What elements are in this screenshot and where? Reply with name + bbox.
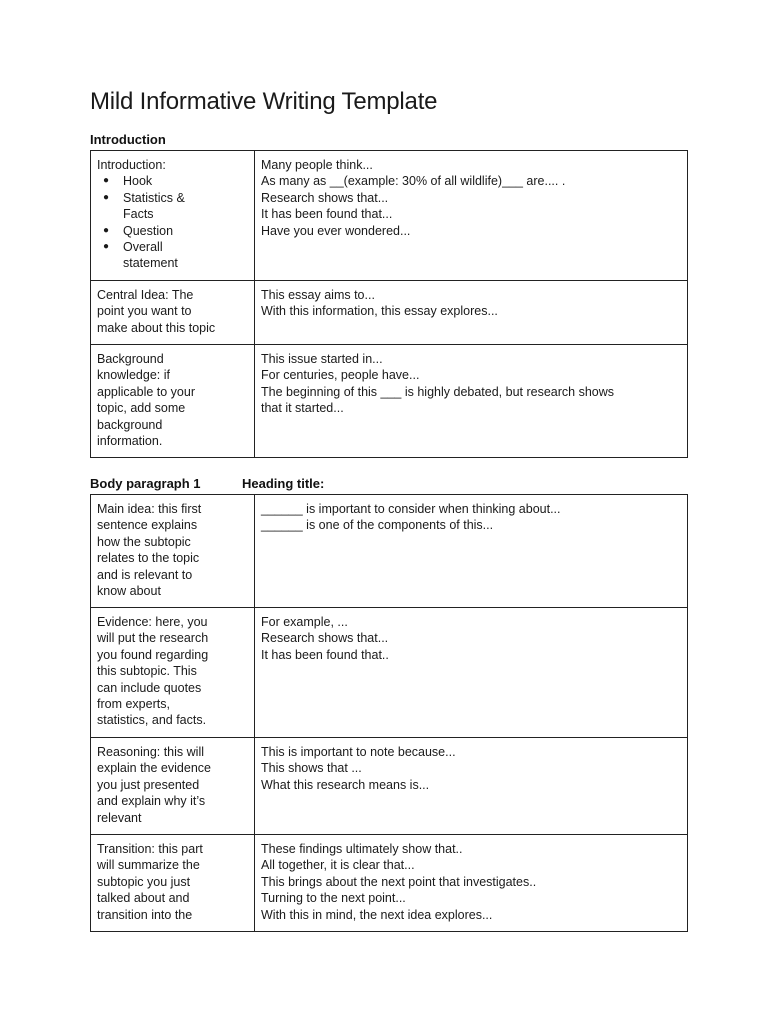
row-sentence-starters-cell <box>255 345 688 458</box>
table-row <box>91 281 688 345</box>
section-label-introduction: Introduction <box>90 132 166 147</box>
prompt-line: explain the evidence <box>97 761 211 776</box>
table-row <box>91 345 688 458</box>
row-prompt-cell <box>91 835 255 932</box>
prompt-line: from experts, <box>97 697 170 712</box>
row-sentence-starters-cell <box>255 281 688 345</box>
sentence-starter: Turning to the next point... <box>261 891 406 906</box>
prompt-line: subtopic you just <box>97 874 191 889</box>
row-prompt-cell <box>91 281 255 345</box>
sentence-starter: With this information, this essay explores... <box>261 304 498 319</box>
sentence-starter: This essay aims to... <box>261 288 375 302</box>
sentence-starter: As many as __(example: 30% of all wildlife)___ are.... . <box>261 174 566 189</box>
section-label-heading-title: Heading title: <box>242 476 325 491</box>
row-prompt-cell <box>91 345 255 458</box>
section-label-body-paragraph-1: Body paragraph 1 <box>90 476 201 491</box>
row-prompt-cell <box>91 608 255 738</box>
sentence-starter: Research shows that... <box>261 631 389 646</box>
sentence-starter: This is important to note because... <box>261 745 456 759</box>
prompt-line: relevant <box>97 810 142 825</box>
prompt-line: know about <box>97 584 161 599</box>
prompt-line: can include quotes <box>97 680 202 695</box>
row-prompt-cell <box>91 738 255 835</box>
bullet-item: ● Hook <box>123 173 244 189</box>
prompt-line: make about this topic <box>97 320 216 335</box>
prompt-line: Central Idea: The <box>97 288 194 302</box>
row-prompt-heading: Introduction: <box>97 158 166 172</box>
prompt-line: will put the research <box>97 631 209 646</box>
table-row <box>91 608 688 738</box>
prompt-line: topic, add some <box>97 401 186 416</box>
sentence-starter: For example, ... <box>261 615 348 629</box>
prompt-line: transition into the <box>97 907 193 922</box>
sentence-starter: The beginning of this ___ is highly debated, but research shows <box>261 384 615 399</box>
row-prompt-cell <box>91 495 255 608</box>
prompt-line: Reasoning: this will <box>97 745 204 759</box>
prompt-line: applicable to your <box>97 384 195 399</box>
document-title: Mild Informative Writing Template <box>90 88 438 115</box>
sentence-starter: For centuries, people have... <box>261 368 420 383</box>
table-row <box>91 151 688 281</box>
prompt-line: will summarize the <box>97 858 200 873</box>
prompt-line: Background <box>97 352 164 366</box>
prompt-line: talked about and <box>97 891 190 906</box>
row-sentence-starters-cell <box>255 151 688 281</box>
sentence-starter: Have you ever wondered... <box>261 223 411 238</box>
bullet-list <box>97 173 244 271</box>
prompt-line: Main idea: this first <box>97 502 202 516</box>
prompt-line: how the subtopic <box>97 534 191 549</box>
introduction-table <box>90 150 688 458</box>
bullet-item: ● Overall <box>123 239 244 255</box>
bullet-item: ● Question <box>123 223 244 239</box>
table-row <box>91 738 688 835</box>
bullet-item-continuation: Facts <box>123 207 154 222</box>
prompt-line: relates to the topic <box>97 551 200 566</box>
prompt-line: point you want to <box>97 304 192 319</box>
sentence-starter: ______ is important to consider when thinking about... <box>261 502 561 516</box>
table-row <box>91 835 688 932</box>
prompt-line: and explain why it’s <box>97 794 206 809</box>
prompt-line: this subtopic. This <box>97 664 197 679</box>
prompt-line: Transition: this part <box>97 842 203 856</box>
sentence-starter: This issue started in... <box>261 352 383 366</box>
sentence-starter: It has been found that... <box>261 207 393 222</box>
row-sentence-starters-cell <box>255 835 688 932</box>
row-sentence-starters-cell <box>255 738 688 835</box>
sentence-starter: This shows that ... <box>261 761 362 776</box>
prompt-line: sentence explains <box>97 518 198 533</box>
sentence-starter: It has been found that.. <box>261 647 389 662</box>
prompt-line: knowledge: if <box>97 368 170 383</box>
prompt-line: statistics, and facts. <box>97 713 207 728</box>
sentence-starter: What this research means is... <box>261 777 430 792</box>
sentence-starter: that it started... <box>261 401 344 416</box>
row-sentence-starters-cell <box>255 495 688 608</box>
table-row <box>91 495 688 608</box>
sentence-starter: Research shows that... <box>261 190 389 205</box>
sentence-starter: Many people think... <box>261 158 373 172</box>
sentence-starter: All together, it is clear that... <box>261 858 415 873</box>
sentence-starter: ______ is one of the components of this... <box>261 518 494 533</box>
row-sentence-starters-cell <box>255 608 688 738</box>
sentence-starter: This brings about the next point that investigates.. <box>261 874 537 889</box>
prompt-line: information. <box>97 434 163 449</box>
prompt-line: you just presented <box>97 777 200 792</box>
prompt-line: you found regarding <box>97 647 209 662</box>
prompt-line: background <box>97 417 163 432</box>
prompt-line: and is relevant to <box>97 567 193 582</box>
bullet-item: ● Statistics & <box>123 190 244 206</box>
sentence-starter: With this in mind, the next idea explores... <box>261 907 493 922</box>
body-paragraph-table <box>90 494 688 932</box>
row-prompt-cell <box>91 151 255 281</box>
bullet-item-continuation: statement <box>123 256 178 271</box>
prompt-line: Evidence: here, you <box>97 615 208 629</box>
sentence-starter: These findings ultimately show that.. <box>261 842 463 856</box>
